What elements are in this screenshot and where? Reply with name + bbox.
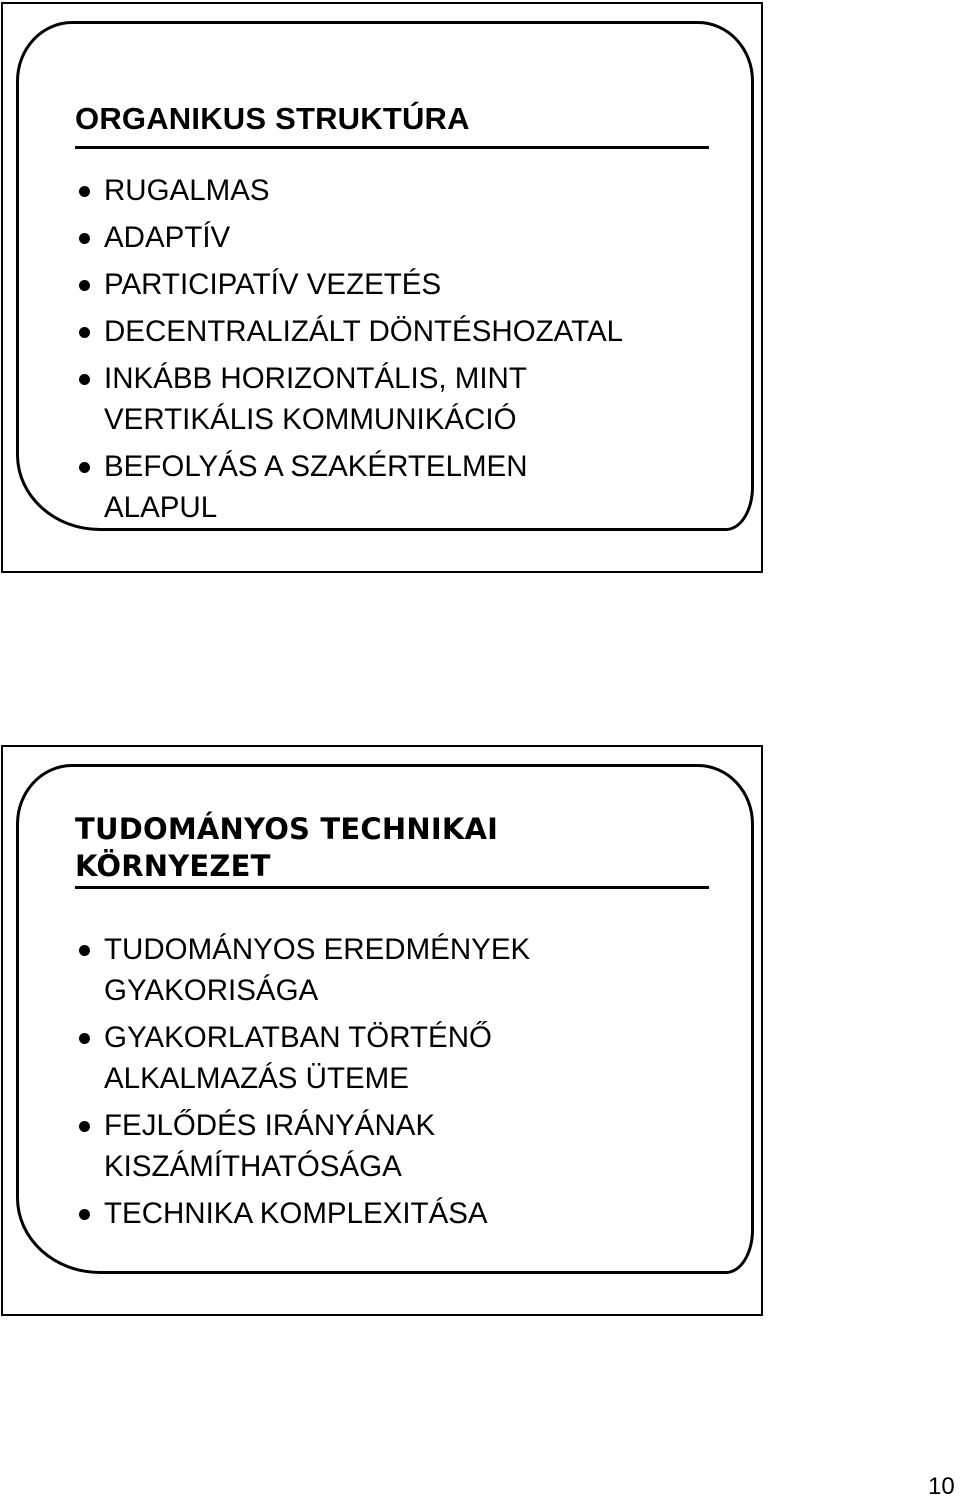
- slide-1-bullet-list: [79, 170, 623, 534]
- bullet-item: [79, 358, 623, 440]
- bullet-item: [79, 264, 623, 305]
- bullet-dot-icon: [79, 945, 90, 956]
- slide-2: [1, 745, 763, 1316]
- bullet-dot-icon: [79, 1033, 90, 1044]
- bullet-item: [79, 1105, 530, 1187]
- bullet-text: BEFOLYÁS A SZAKÉRTELMEN ALAPUL: [104, 450, 528, 524]
- bullet-text: TECHNIKA KOMPLEXITÁSA: [104, 1197, 488, 1230]
- bullet-text: INKÁBB HORIZONTÁLIS, MINT VERTIKÁLIS KOMMUNIKÁCIÓ: [104, 362, 527, 436]
- bullet-item: [79, 170, 623, 211]
- bullet-dot-icon: [79, 233, 90, 244]
- bullet-text: GYAKORLATBAN TÖRTÉNŐ ALKALMAZÁS ÜTEME: [104, 1021, 492, 1095]
- slide-2-title: TUDOMÁNYOS TECHNIKAI KÖRNYEZET: [75, 812, 499, 883]
- bullet-dot-icon: [79, 374, 90, 385]
- bullet-text: DECENTRALIZÁLT DÖNTÉSHOZATAL: [104, 315, 624, 348]
- bullet-text: ADAPTÍV: [104, 221, 231, 254]
- slide-1: [1, 2, 763, 573]
- slide-1-title-rule: [75, 146, 709, 149]
- bullet-dot-icon: [79, 186, 90, 197]
- bullet-item: [79, 1017, 530, 1099]
- bullet-dot-icon: [79, 280, 90, 291]
- bullet-item: [79, 311, 623, 352]
- bullet-dot-icon: [79, 1209, 90, 1220]
- bullet-item: [79, 217, 623, 258]
- slide-2-title-rule: [75, 886, 709, 889]
- bullet-dot-icon: [79, 1121, 90, 1132]
- bullet-item: [79, 1193, 530, 1234]
- bullet-item: [79, 446, 623, 528]
- bullet-text: RUGALMAS: [104, 174, 270, 207]
- bullet-dot-icon: [79, 327, 90, 338]
- bullet-text: PARTICIPATÍV VEZETÉS: [104, 268, 442, 301]
- bullet-text: TUDOMÁNYOS EREDMÉNYEK GYAKORISÁGA: [104, 933, 531, 1007]
- slide-2-bullet-list: [79, 929, 530, 1240]
- bullet-item: [79, 929, 530, 1011]
- bullet-dot-icon: [79, 462, 90, 473]
- bullet-text: FEJLŐDÉS IRÁNYÁNAK KISZÁMÍTHATÓSÁGA: [104, 1109, 436, 1183]
- slide-1-title: ORGANIKUS STRUKTÚRA: [75, 101, 470, 136]
- page-number: 10: [928, 1473, 955, 1500]
